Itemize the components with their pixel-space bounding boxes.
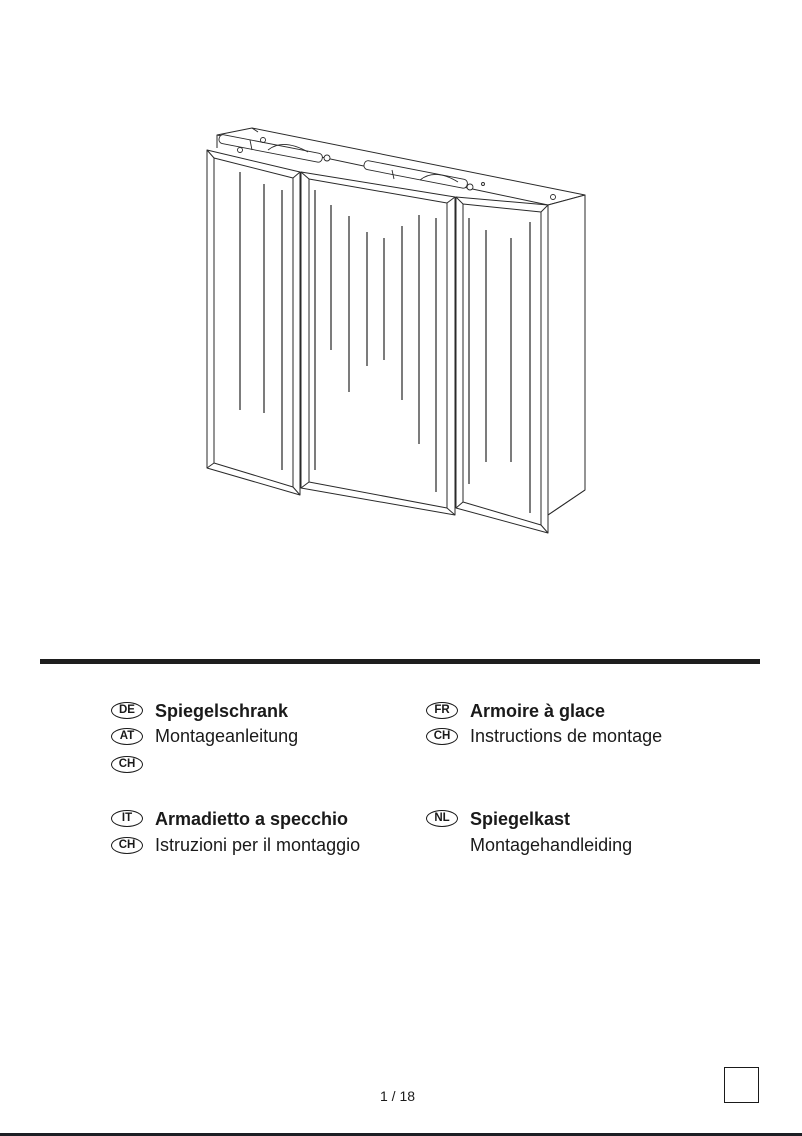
- subtitle-nl: Montagehandleiding: [470, 835, 633, 855]
- corner-marker-box: [724, 1067, 759, 1103]
- country-badge-ch-it: CH: [111, 837, 143, 854]
- subtitle-fr: Instructions de montage: [470, 726, 663, 746]
- separator-rule: [40, 659, 760, 664]
- country-badge-at: AT: [111, 728, 143, 745]
- subtitle-it: Istruzioni per il montaggio: [155, 835, 361, 855]
- language-block-fr: [426, 699, 726, 759]
- subtitle-de: Montageanleitung: [155, 726, 299, 746]
- language-block-nl: [426, 807, 726, 867]
- country-badge-nl: NL: [426, 810, 458, 827]
- mirror-cabinet-illustration: [180, 115, 600, 545]
- page-number: 1 / 18: [380, 1088, 416, 1104]
- country-badge-it: IT: [111, 810, 143, 827]
- country-badge-de: DE: [111, 702, 143, 719]
- language-block-it: [111, 807, 411, 867]
- title-nl: Spiegelkast: [470, 809, 571, 829]
- language-block-de: [111, 699, 391, 779]
- country-badge-ch-de: CH: [111, 756, 143, 773]
- country-badge-fr: FR: [426, 702, 458, 719]
- title-fr: Armoire à glace: [470, 701, 606, 721]
- title-it: Armadietto a specchio: [155, 809, 349, 829]
- title-de: Spiegelschrank: [155, 701, 289, 721]
- country-badge-ch-fr: CH: [426, 728, 458, 745]
